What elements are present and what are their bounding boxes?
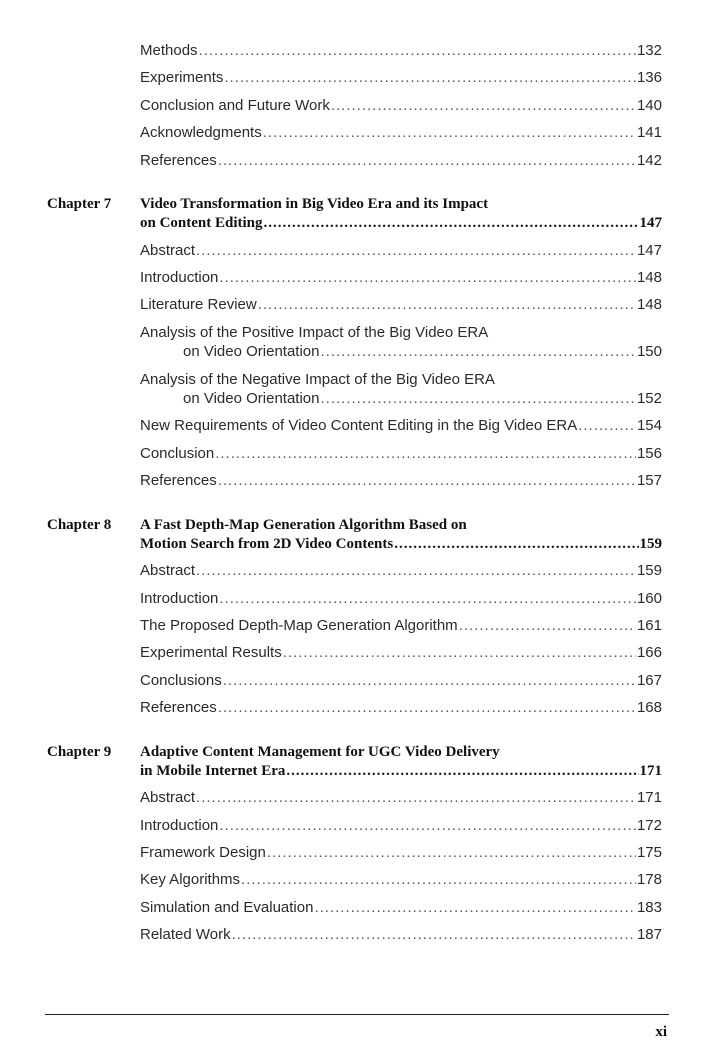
toc-entry-references[interactable]: [140, 472, 662, 490]
toc-entry-conclusion-future-work[interactable]: [140, 97, 662, 115]
entry-title: Analysis of the Negative Impact of the Big Video ERA: [140, 371, 495, 388]
toc-entry-proposed-algorithm[interactable]: [140, 617, 662, 635]
entry-title: Abstract: [140, 789, 196, 806]
entry-page: 161: [636, 617, 662, 634]
toc-entry-introduction[interactable]: [140, 269, 662, 287]
entry-title: Introduction: [140, 817, 219, 834]
entry-page: 152: [636, 390, 662, 407]
entry-title: References: [140, 699, 217, 716]
entry-page: 172: [636, 817, 662, 834]
chapter-title-line2: on Content Editing: [140, 215, 263, 231]
chapter-title[interactable]: [140, 195, 662, 233]
toc-entry-conclusions[interactable]: [140, 672, 662, 690]
entry-page: 160: [636, 590, 662, 607]
entry-title-line2: on Video Orientation: [183, 343, 320, 360]
entry-page: 183: [636, 899, 662, 916]
entry-page: 148: [636, 296, 662, 313]
entry-page: 148: [636, 269, 662, 286]
toc-entry-conclusion[interactable]: [140, 445, 662, 463]
entry-title: Experimental Results: [140, 644, 282, 661]
entry-page: 141: [636, 124, 662, 141]
entry-page: 140: [636, 97, 662, 114]
entry-title: Analysis of the Positive Impact of the Big Video ERA: [140, 324, 489, 341]
entry-title: Literature Review: [140, 296, 257, 313]
chapter-title-line1: A Fast Depth-Map Generation Algorithm Based on: [140, 517, 467, 533]
entry-title: Introduction: [140, 269, 219, 286]
entry-title: Introduction: [140, 590, 219, 607]
entry-title: New Requirements of Video Content Editing in the Big Video ERA: [140, 417, 578, 434]
chapter-page: 171: [639, 763, 662, 779]
toc-entry-experimental-results[interactable]: [140, 644, 662, 662]
entry-title: Acknowledgments: [140, 124, 262, 141]
entry-page: 150: [636, 343, 662, 360]
entry-page: 175: [636, 844, 662, 861]
entry-title: References: [140, 152, 217, 169]
entry-title: Experiments: [140, 69, 224, 86]
chapter-title[interactable]: [140, 743, 662, 781]
chapter-title-line2: Motion Search from 2D Video Contents: [140, 536, 394, 552]
chapter-title[interactable]: [140, 516, 662, 554]
toc-entry-negative-impact[interactable]: [140, 371, 662, 408]
entry-page: 167: [636, 672, 662, 689]
toc-entry-introduction[interactable]: [140, 817, 662, 835]
toc-entry-related-work[interactable]: [140, 926, 662, 944]
entry-page: 166: [636, 644, 662, 661]
entry-page: 147: [636, 242, 662, 259]
chapter-page: 159: [639, 536, 662, 552]
chapter-label: Chapter 8: [47, 517, 112, 533]
toc-entry-references[interactable]: [140, 152, 662, 170]
entry-title: Simulation and Evaluation: [140, 899, 314, 916]
toc-entry-acknowledgments[interactable]: [140, 124, 662, 142]
toc-entry-simulation-evaluation[interactable]: [140, 899, 662, 917]
toc-entry-abstract[interactable]: [140, 562, 662, 580]
toc-entry-framework-design[interactable]: [140, 844, 662, 862]
entry-page: 154: [636, 417, 662, 434]
chapter-page: 147: [639, 215, 662, 231]
toc-entry-experiments[interactable]: [140, 69, 662, 87]
footer-rule: [45, 1014, 669, 1015]
toc-entry-methods[interactable]: [140, 42, 662, 60]
entry-title: Conclusion: [140, 445, 215, 462]
entry-title: The Proposed Depth-Map Generation Algorithm: [140, 617, 458, 634]
entry-page: 159: [636, 562, 662, 579]
chapter-title-line1: Video Transformation in Big Video Era and its Impact: [140, 196, 489, 212]
entry-page: 142: [636, 152, 662, 169]
chapter-title-line2: in Mobile Internet Era: [140, 763, 286, 779]
entry-title: Key Algorithms: [140, 871, 241, 888]
chapter-title-line1: Adaptive Content Management for UGC Video Delivery: [140, 744, 500, 760]
entry-page: 187: [636, 926, 662, 943]
chapter-label: Chapter 9: [47, 744, 112, 760]
toc-entry-abstract[interactable]: [140, 242, 662, 260]
entry-page: 171: [636, 789, 662, 806]
entry-page: 168: [636, 699, 662, 716]
entry-title: Conclusions: [140, 672, 222, 689]
page-number: xi: [655, 1024, 667, 1040]
toc-entry-introduction[interactable]: [140, 590, 662, 608]
toc-entry-literature-review[interactable]: [140, 296, 662, 314]
toc-entry-references[interactable]: [140, 699, 662, 717]
toc-entry-new-requirements[interactable]: [140, 417, 662, 435]
entry-title: Framework Design: [140, 844, 266, 861]
entry-title: Related Work: [140, 926, 231, 943]
chapter-label: Chapter 7: [47, 196, 112, 212]
entry-title: Conclusion and Future Work: [140, 97, 330, 114]
entry-page: 136: [636, 69, 662, 86]
toc-entry-key-algorithms[interactable]: [140, 871, 662, 889]
entry-page: 157: [636, 472, 662, 489]
entry-page: 178: [636, 871, 662, 888]
entry-title: Methods: [140, 42, 198, 59]
entry-page: 156: [636, 445, 662, 462]
toc-entry-positive-impact[interactable]: [140, 324, 662, 361]
entry-title: References: [140, 472, 217, 489]
toc-entry-abstract[interactable]: [140, 789, 662, 807]
entry-title-line2: on Video Orientation: [183, 390, 320, 407]
entry-page: 132: [636, 42, 662, 59]
entry-title: Abstract: [140, 242, 196, 259]
entry-title: Abstract: [140, 562, 196, 579]
